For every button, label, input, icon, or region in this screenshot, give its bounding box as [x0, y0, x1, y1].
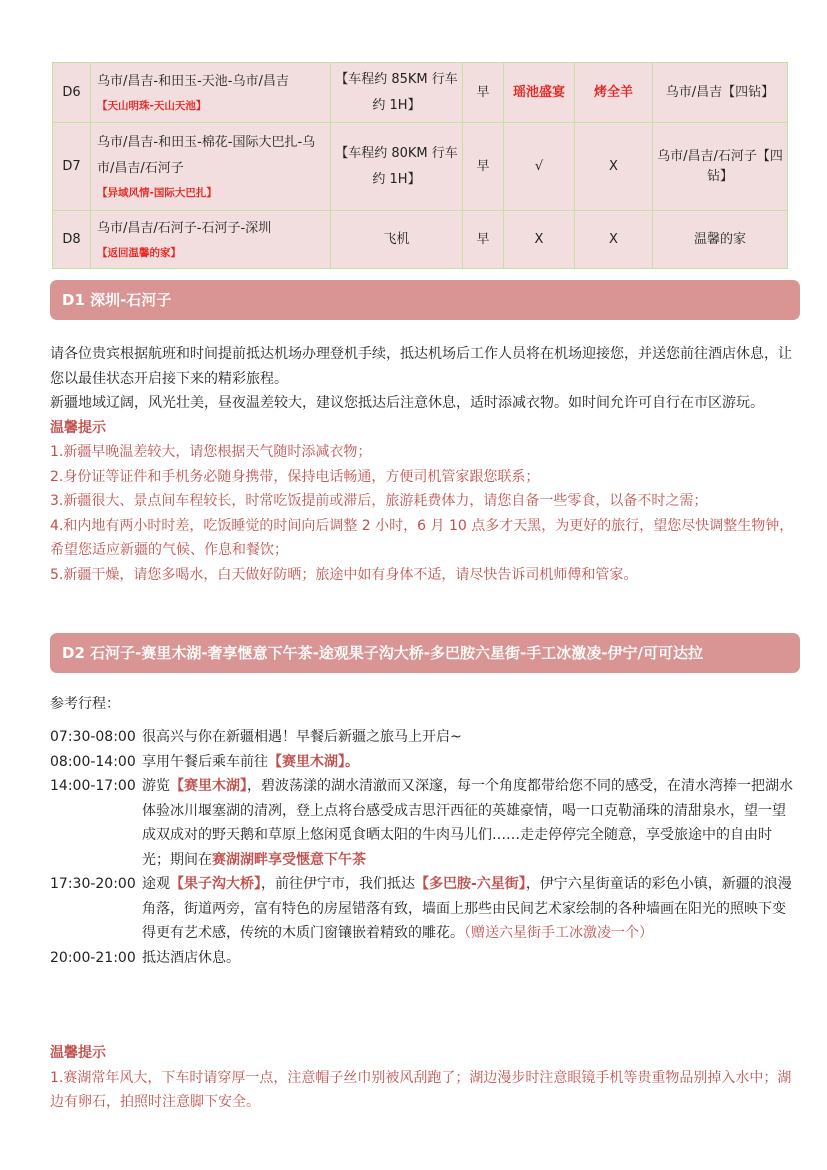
d1-tips-title: 温馨提示: [50, 419, 106, 436]
dinner-cell: X: [575, 123, 653, 211]
route-tag: 【天山明珠-天山天池】: [97, 99, 207, 112]
highlight: 【多巴胺-六星街】: [415, 876, 526, 892]
route-tag: 【异域风情-国际大巴扎】: [97, 186, 217, 199]
hotel-cell: 温馨的家: [653, 211, 788, 269]
schedule-mid: ，前往伊宁市，我们抵达: [261, 876, 415, 892]
route-text: 乌市/昌吉-和田玉-棉花-国际大巴扎-乌市/昌吉/石河子: [97, 134, 316, 176]
schedule-text: [142, 774, 795, 872]
d1-tip: 5.新疆干燥，请您多喝水，白天做好防晒；旅途中如有身体不适，请尽快告诉司机师傅和管家。: [50, 566, 638, 583]
breakfast-cell: 早: [463, 123, 504, 211]
lunch-cell: √: [504, 123, 575, 211]
highlight: 【赛里木湖】: [170, 778, 247, 794]
schedule-time: 07:30-08:00: [50, 729, 136, 745]
route-tag: 【返回温馨的家】: [97, 246, 181, 259]
d1-tip: 2.身份证等证件和手机务必随身携带，保持电话畅通，方便司机管家跟您联系；: [50, 468, 540, 485]
transport-cell: 【车程约 85KM 行车约 1H】: [331, 63, 463, 123]
d1-section-header: D1 深圳-石河子: [50, 280, 800, 320]
route-text: 乌市/昌吉-和田玉-天池-乌市/昌吉: [97, 73, 289, 89]
lunch-cell: X: [504, 211, 575, 269]
hotel-cell: 乌市/昌吉【四钻】: [653, 63, 788, 123]
breakfast-cell: 早: [463, 63, 504, 123]
day-cell: D8: [53, 211, 91, 269]
route-cell: [91, 123, 331, 211]
schedule-item: [50, 872, 795, 946]
table-row: [53, 63, 788, 123]
d2-tips-title: 温馨提示: [50, 1045, 106, 1061]
schedule-item: [50, 774, 795, 872]
dinner-cell: 烤全羊: [575, 63, 653, 123]
d1-tip: 4.和内地有两小时时差，吃饭睡觉的时间向后调整 2 小时，6 月 10 点多才天黑，为更好的旅行，望您尽快调整生物钟，希望您适应新疆的气候、作息和餐饮；: [50, 517, 794, 558]
schedule-text: 很高兴与你在新疆相遇！早餐后新疆之旅马上开启~: [142, 729, 462, 745]
schedule-body: ，伊宁六星街童话的彩色小镇，新疆的浪漫角落，街道两旁，富有特色的房屋错落有致，墙面上那些由民间艺术家绘制的各种墙画在阳光的照映下变得更有艺术感，传统的木质门窗镶嵌着精致的雕花。: [142, 876, 792, 941]
route-cell: [91, 63, 331, 123]
lunch-cell: 瑶池盛宴: [504, 63, 575, 123]
schedule-item: [50, 946, 795, 971]
highlight: 【赛里木湖】。: [268, 753, 359, 770]
day-cell: D7: [53, 123, 91, 211]
d1-body: [50, 342, 795, 587]
transport-cell: 【车程约 80KM 行车约 1H】: [331, 123, 463, 211]
route-cell: [91, 211, 331, 269]
d1-tip: 3.新疆很大、景点间车程较长，时常吃饭提前或滞后，旅游耗费体力，请您自备一些零食，以备不时之需；: [50, 493, 708, 509]
d2-ref-label: 参考行程：: [50, 696, 120, 712]
d1-paragraph-2: 新疆地域辽阔，风光壮美，昼夜温差较大，建议您抵达后注意休息，适时添减衣物。如时间允许可自行在市区游玩。: [50, 395, 764, 411]
dinner-cell: X: [575, 211, 653, 269]
hotel-cell: 乌市/昌吉/石河子【四钻】: [653, 123, 788, 211]
route-text: 乌市/昌吉/石河子-石河子-深圳: [97, 220, 272, 236]
transport-cell: 飞机: [331, 211, 463, 269]
schedule-body: ，碧波荡漾的湖水清澈而又深邃，每一个角度都带给您不同的感受，在清水湾捧一把湖水体验冰川堰塞湖的清冽，登上点将台感受成吉思汗西征的英雄豪情，喝一口克勒涌珠的清甜泉水，望一望成双成对的野天鹅和草原上悠闲觅食晒太阳的牛肉马儿们……走走停停完全随意，享受旅途中的自由时光；期间在: [142, 778, 793, 868]
d1-paragraph-1: 请各位贵宾根据航班和时间提前抵达机场办理登机手续，抵达机场后工作人员将在机场迎接您，并送您前往酒店休息，让您以最佳状态开启接下来的精彩旅程。: [50, 346, 792, 387]
day-cell: D6: [53, 63, 91, 123]
schedule-pre: 游览: [142, 778, 170, 794]
schedule-time: 08:00-14:00: [50, 753, 136, 770]
schedule-pre: 享用午餐后乘车前往: [142, 753, 268, 770]
itinerary-table: [52, 62, 788, 269]
d2-schedule: [50, 725, 795, 970]
d2-section-header: D2 石河子-赛里木湖-奢享惬意下午茶-途观果子沟大桥-多巴胺六星街-手工冰激凌-伊宁/可可达拉: [50, 633, 800, 673]
d2-tip: 1.赛湖常年风大，下车时请穿厚一点，注意帽子丝巾别被风刮跑了；湖边漫步时注意眼镜手机等贵重物品别掉入水中；湖边有卵石，拍照时注意脚下安全。: [50, 1069, 792, 1110]
schedule-time: 14:00-17:00: [50, 778, 136, 794]
schedule-text: [142, 750, 795, 775]
schedule-time: 20:00-21:00: [50, 949, 136, 966]
highlight: 赛湖湖畔享受惬意下午茶: [212, 851, 366, 868]
table-row: [53, 211, 788, 269]
gift-note: （赠送六星街手工冰激凌一个）: [464, 925, 653, 941]
breakfast-cell: 早: [463, 211, 504, 269]
schedule-item: [50, 725, 795, 750]
d2-tips: [50, 1041, 795, 1115]
table-row: [53, 123, 788, 211]
d1-tip: 1.新疆早晚温差较大，请您根据天气随时添减衣物；: [50, 444, 372, 460]
schedule-text: 抵达酒店休息。: [142, 949, 240, 966]
schedule-text: [142, 872, 795, 946]
highlight: 【果子沟大桥】: [170, 876, 261, 892]
schedule-item: [50, 750, 795, 775]
schedule-time: 17:30-20:00: [50, 876, 136, 892]
schedule-pre: 途观: [142, 876, 170, 892]
